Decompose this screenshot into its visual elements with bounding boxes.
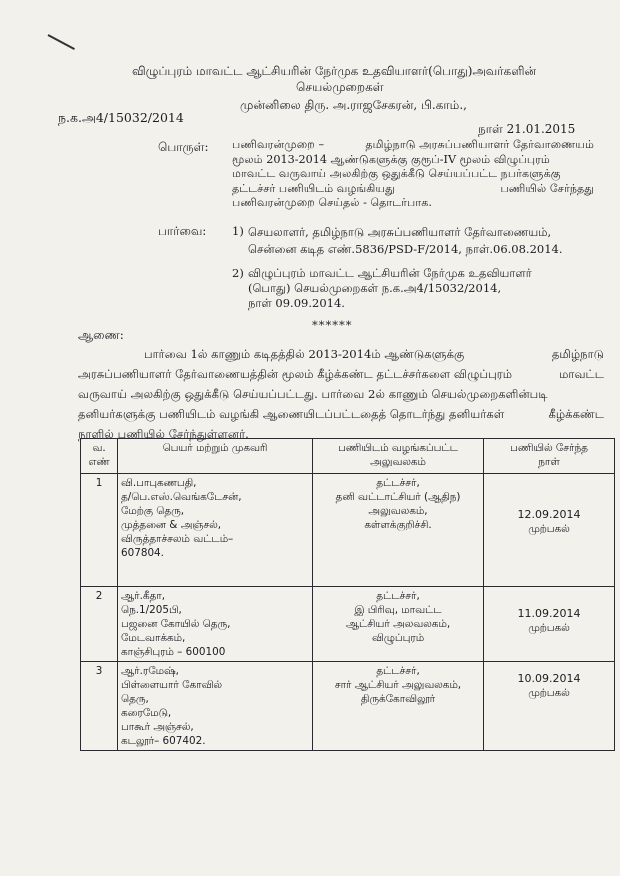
order-line-0a: பார்வை 1ல் காணும் கடிதத்தில் 2013-2014ம் ஆண்டுகளுக்கு (144, 347, 465, 361)
address-line: ஆர்.ரமேஷ், (121, 665, 179, 677)
reference-2-line-3: நாள் 09.09.2014. (248, 296, 345, 310)
row-joining (484, 474, 615, 587)
address-line: விருத்தாச்சலம் வட்டம்– (121, 533, 234, 545)
address-line: த/பெ.எஸ்.வெங்கடேசன், (121, 491, 242, 503)
reference-2-line-1: விழுப்புரம் மாவட்ட ஆட்சியரின் நேர்முக உதவியாளர் (248, 266, 532, 280)
order-line-3a: தனியர்களுக்கு பணியிடம் வழங்கி ஆணையிடப்பட்டதைத் தொடர்ந்து தனியர்கள் (78, 407, 505, 421)
row-serial: 2 (81, 587, 118, 662)
reference-2 (248, 266, 532, 311)
order-line-0b: தமிழ்நாடு (551, 347, 604, 361)
office-line: தட்டச்சர், (376, 477, 420, 489)
address-line: பாகூர் அஞ்சல், (121, 721, 194, 733)
order-label: ஆணை: (78, 328, 124, 342)
address-line: நெ.1/205பி, (121, 604, 182, 616)
header-name-address-text: பெயர் மற்றும் முகவரி (162, 442, 268, 454)
address-line: காஞ்சிபுரம் – 600100 (121, 646, 226, 658)
office-line: சார் ஆட்சியர் அலுவலகம், (334, 679, 462, 691)
reference-number: ந.க.அ4/15032/2014 (58, 110, 184, 125)
subject-line-3a: தட்டச்சர் பணியிடம் வழங்கியது (232, 181, 395, 195)
header-joining-line-2: நாள் (538, 456, 560, 468)
header-joining-line-1: பணியில் சேர்ந்த (510, 442, 588, 454)
subject-line-4: பணிவரன்முறை செய்தல் - தொடர்பாக. (232, 196, 432, 210)
row-serial: 3 (81, 662, 118, 751)
office-line: ஆட்சியர் அலவலகம், (345, 618, 451, 630)
row-joining (484, 662, 615, 751)
joining-date: 12.09.2014 (517, 508, 581, 521)
header-line-2: செயல்முறைகள் (296, 80, 384, 94)
appointment-table (80, 438, 615, 751)
reference-1 (248, 224, 563, 258)
row-office (313, 587, 484, 662)
office-line: தட்டச்சர், (376, 665, 420, 677)
header-office-line-2: அலுவலகம் (370, 456, 426, 468)
office-line: தட்டச்சர், (376, 590, 420, 602)
joining-session: முற்பகல் (528, 523, 570, 535)
row-office (313, 662, 484, 751)
order-line-2: வருவாய் அலகிற்கு ஒதுக்கீடு செய்யப்பட்டது. பார்வை 2ல் காணும் செயல்முறைகளின்படி (78, 387, 548, 401)
order-line-4: நாளில் பணியில் சேர்ந்துள்ளனர். (78, 427, 249, 441)
subject-text (232, 138, 594, 211)
header-serial-line-2: எண் (88, 456, 110, 468)
row-address (118, 587, 313, 662)
header-name-address (118, 439, 313, 474)
joining-session: முற்பகல் (528, 687, 570, 699)
order-date: நாள் 21.01.2015 (478, 122, 576, 136)
joining-session: முற்பகல் (528, 622, 570, 634)
header-office (313, 439, 484, 474)
subject-line-2: மாவட்ட வருவாய் அலகிற்கு ஒதுக்கீடு செய்யப்பட்ட நபர்களுக்கு (232, 167, 561, 181)
office-line: விழுப்புரம் (371, 632, 425, 644)
separator-stars: ****** (312, 318, 353, 332)
reference-2-number: 2) (232, 266, 244, 280)
office-line: அலுவலகம், (368, 505, 428, 517)
table-header-row (81, 439, 615, 474)
office-line: தனி வட்டாட்சியர் (ஆதிந) (335, 491, 461, 503)
order-line-3b: கீழ்க்கண்ட (548, 407, 604, 421)
address-line: ஆர்.கீதா, (121, 590, 166, 602)
pen-mark (48, 34, 75, 50)
address-line: பஜனை கோயில் தெரு, (121, 618, 231, 630)
header-line-1: விழுப்புரம் மாவட்ட ஆட்சியரின் நேர்முக உதவியாளர்(பொது)அவர்களின் (132, 64, 537, 78)
joining-date: 11.09.2014 (517, 607, 581, 620)
order-line-1b: மாவட்ட (559, 367, 604, 381)
table-row (81, 587, 615, 662)
header-joining-date (484, 439, 615, 474)
address-line: மேற்கு தெரு, (121, 505, 185, 517)
order-line-1a: அரசுப்பணியாளர் தேர்வாணையத்தின் மூலம் கீழ்க்கண்ட தட்டச்சர்களை விழுப்புரம் (78, 367, 513, 381)
reference-2-line-2: (பொது) செயல்முறைகள் ந.க.அ4/15032/2014, (248, 281, 502, 295)
table-row (81, 662, 615, 751)
office-line: திருக்கோவிலூர் (360, 693, 436, 705)
references-label: பார்வை: (158, 224, 207, 238)
row-serial: 1 (81, 474, 118, 587)
header-serial-number (81, 439, 118, 474)
address-line: 607804. (121, 547, 164, 559)
reference-1-line-2: சென்னை கடித எண்.5836/PSD-F/2014, நாள்.06.08.2014. (248, 242, 563, 256)
reference-1-number: 1) (232, 224, 244, 238)
header-serial-line-1: வ. (92, 442, 106, 454)
subject-line-0a: பணிவரன்முறை – (232, 138, 325, 151)
row-address (118, 662, 313, 751)
office-line: கள்ளக்குறிச்சி. (364, 519, 432, 531)
subject-label: பொருள்: (158, 140, 209, 154)
address-line: மேடவாக்கம், (121, 632, 186, 644)
address-line: வி.பாபுகணபதி, (121, 477, 197, 489)
table-row (81, 474, 615, 587)
header-office-line-1: பணியிடம் வழங்கப்பட்ட (338, 442, 458, 454)
reference-1-line-1: செயலாளர், தமிழ்நாடு அரசுப்பணியாளர் தேர்வாணையம், (248, 225, 552, 239)
address-line: கடலூர்– 607402. (121, 735, 206, 747)
address-line: கரைமேடு, (121, 707, 172, 719)
address-line: பிள்ளையார் கோவில் (121, 679, 223, 691)
row-office (313, 474, 484, 587)
office-line: இ பிரிவு, மாவட்ட (354, 604, 442, 616)
subject-line-1: மூலம் 2013-2014 ஆண்டுகளுக்கு குரூப்-IV மூலம் விழுப்புரம் (232, 152, 550, 166)
address-line: முத்தனை & அஞ்சல், (121, 519, 222, 531)
header-presiding-officer: முன்னிலை திரு. அ.ராஜசேகரன், பி.காம்., (240, 98, 467, 112)
joining-date: 10.09.2014 (517, 672, 581, 685)
subject-line-0b: தமிழ்நாடு அரசுப்பணியாளர் தேர்வாணையம் (365, 138, 594, 151)
order-paragraph (78, 344, 604, 444)
subject-line-3b: பணியில் சேர்ந்தது (500, 181, 594, 195)
address-line: தெரு, (121, 693, 149, 705)
row-address (118, 474, 313, 587)
row-joining (484, 587, 615, 662)
